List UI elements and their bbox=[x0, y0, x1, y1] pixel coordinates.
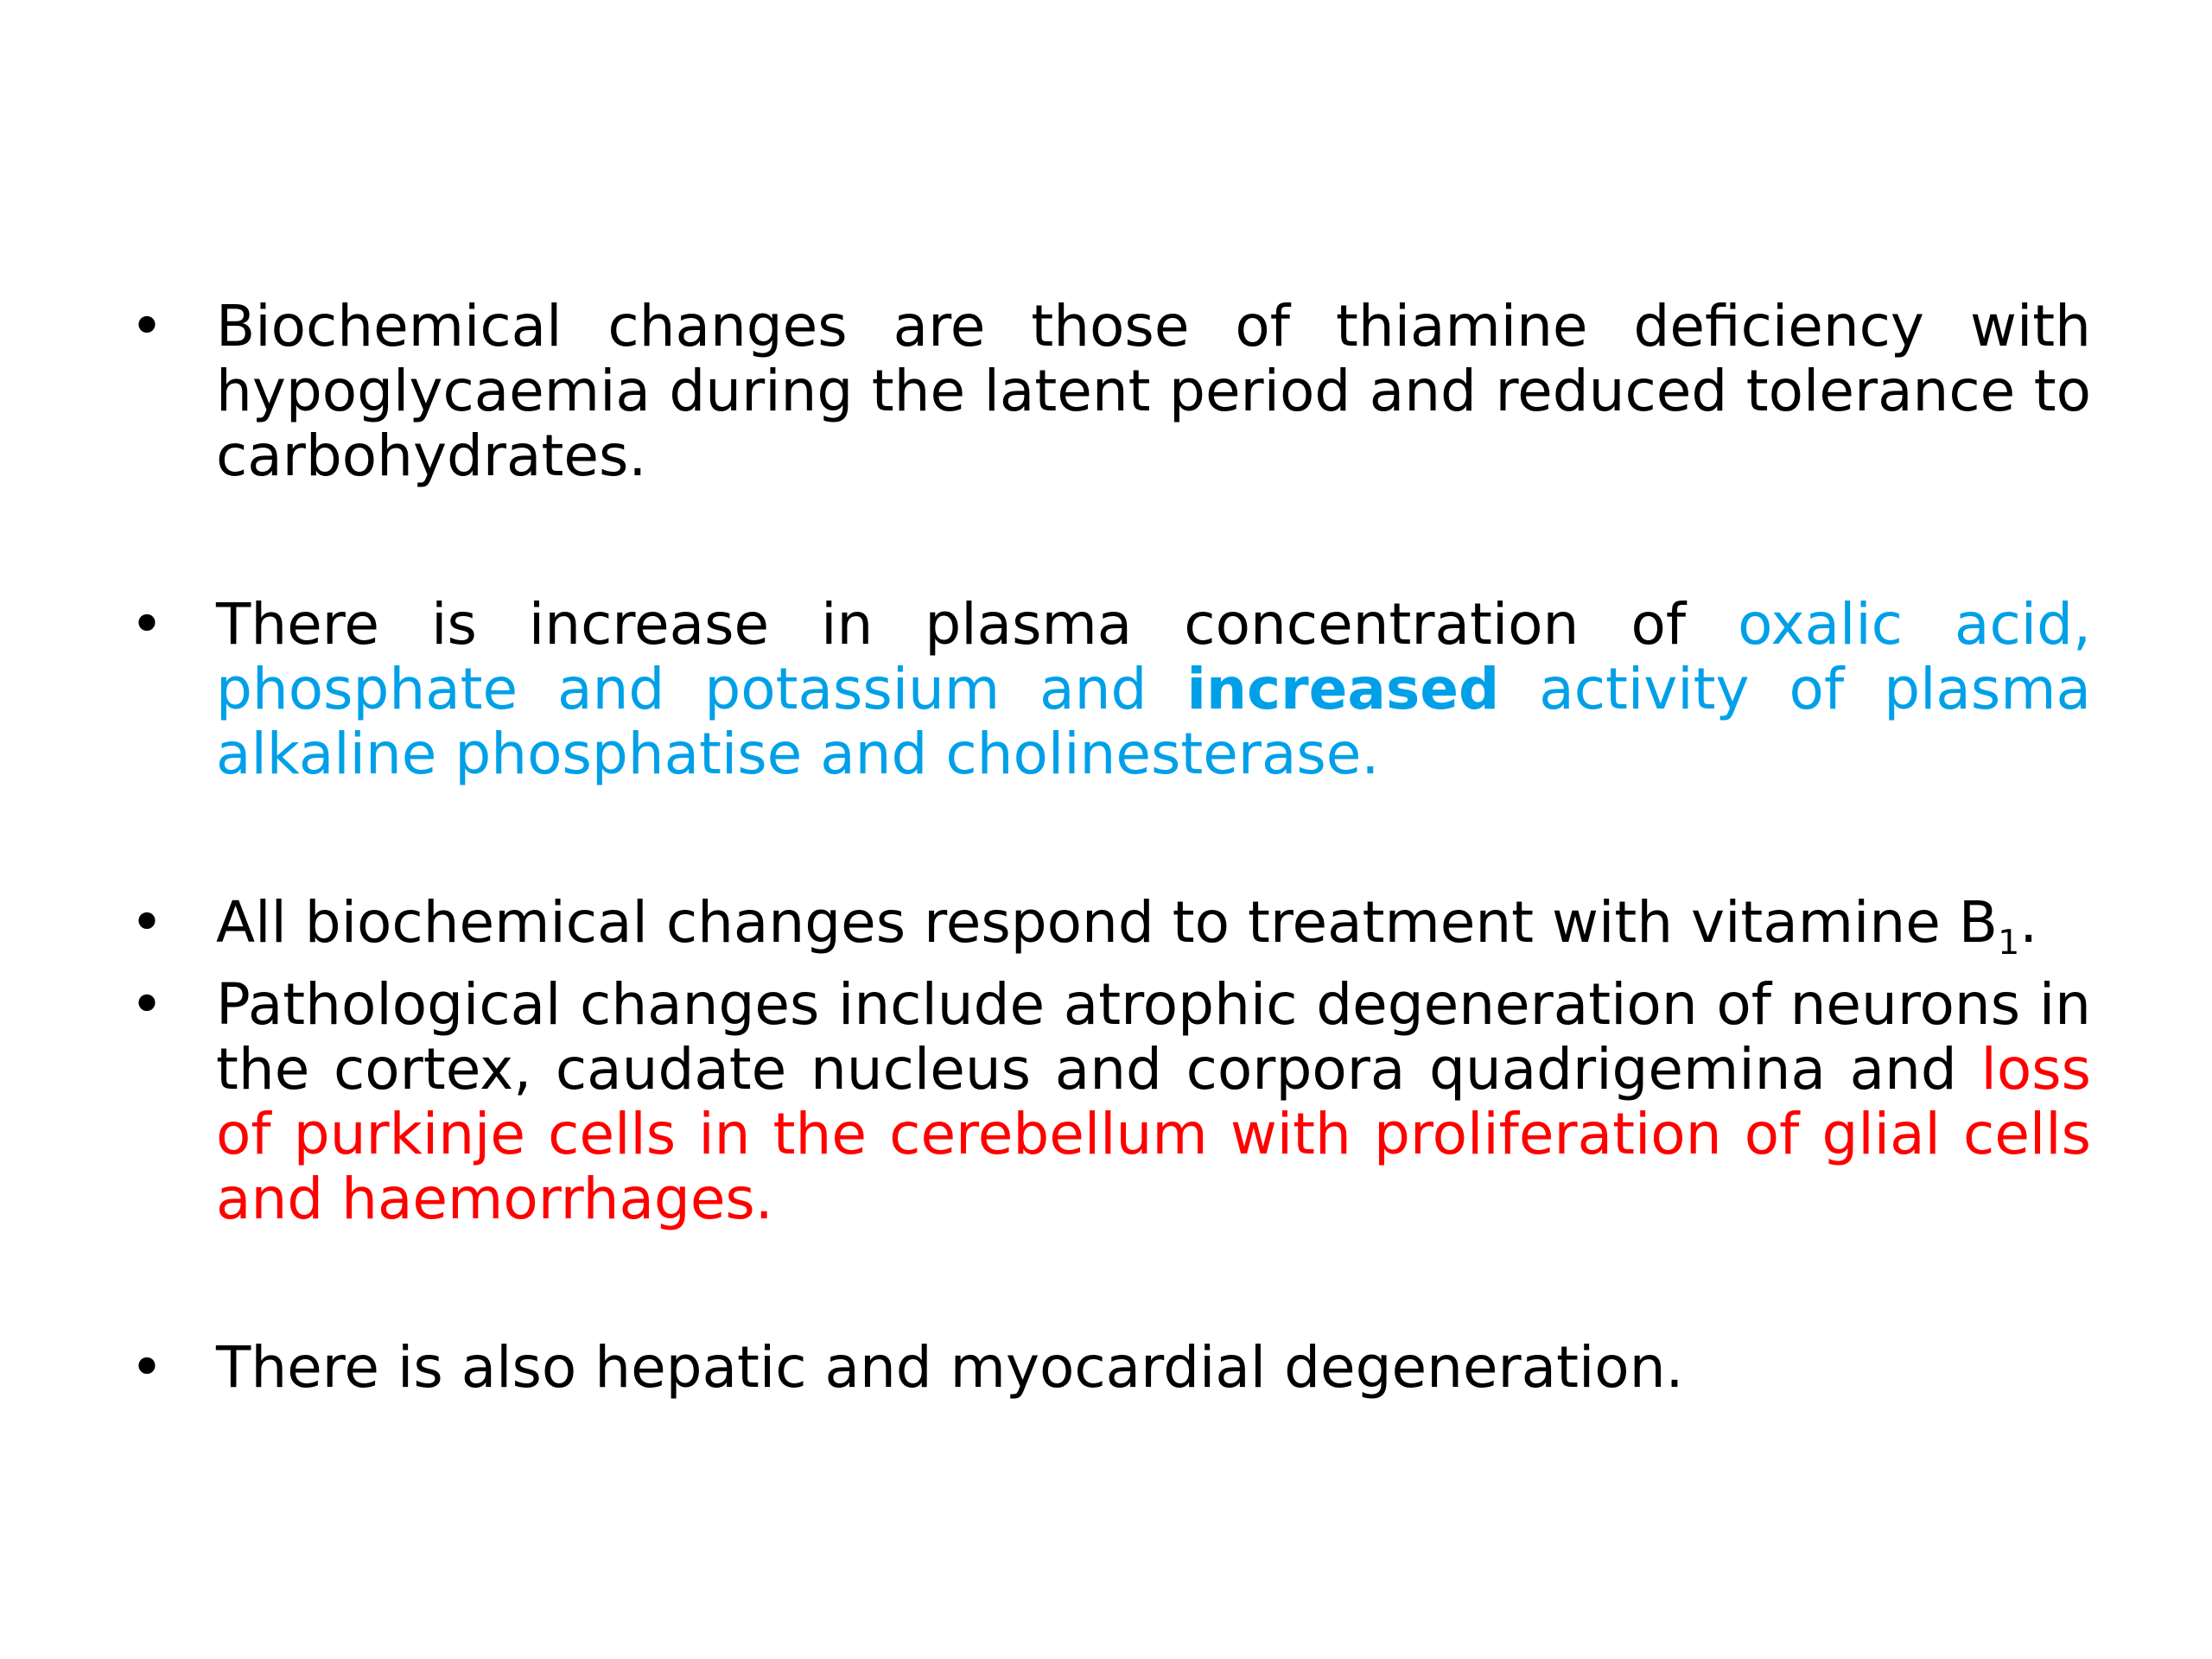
bullet-item-treatment-response bbox=[130, 889, 2091, 963]
bullet-text: There is increase in plasma concentration of bbox=[216, 591, 1738, 658]
subscript-text: 1 bbox=[1998, 923, 2020, 963]
bullet-item-pathological-changes bbox=[130, 972, 2091, 1231]
bullet-text: All biochemical changes respond to treatment with vitamine B bbox=[216, 889, 1999, 956]
bullet-list bbox=[130, 294, 2091, 1400]
bullet-item-biochemical-changes bbox=[130, 294, 2091, 488]
highlight-red-text: loss of purkinje cells in the cerebellum with proliferation of glial cells and haemorrhages. bbox=[216, 1036, 2091, 1232]
highlight-blue-text: oxalic acid, phosphate and potassium and bbox=[216, 591, 2091, 722]
bullet-text-end: . bbox=[2019, 889, 2038, 956]
bullet-text: Biochemical changes are those of thiamine deficiency with hypoglycaemia during the latent period and reduced tolerance to carbohydrates. bbox=[216, 293, 2091, 489]
highlight-blue-bold-text: increased bbox=[1186, 656, 1500, 722]
highlight-blue-text-continued: activity of plasma alkaline phosphatise and cholinesterase. bbox=[216, 656, 2091, 787]
bullet-text: There is also hepatic and myocardial degeneration. bbox=[216, 1334, 1684, 1401]
bullet-item-hepatic-degeneration bbox=[130, 1335, 2091, 1400]
bullet-text: Pathological changes include atrophic degeneration of neurons in the cortex, caudate nucleus and corpora quadrigemina and bbox=[216, 971, 2091, 1103]
bullet-item-plasma-concentration bbox=[130, 592, 2091, 786]
